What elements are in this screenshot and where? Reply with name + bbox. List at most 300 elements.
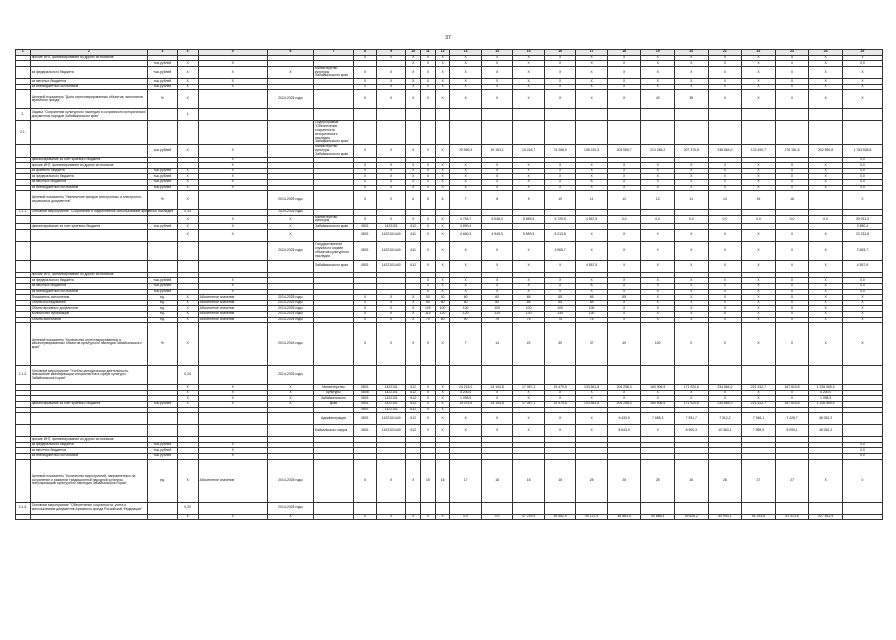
table-cell: [198, 366, 267, 385]
table-cell: X: [742, 306, 776, 312]
table-cell: X: [641, 278, 675, 284]
table-cell: тыс.рублей: [148, 145, 177, 157]
table-cell: 0,24: [177, 366, 198, 385]
table-cell: [314, 191, 354, 210]
table-cell: 85: [576, 300, 607, 306]
table-cell: 6: [406, 191, 421, 210]
table-cell: X: [544, 90, 575, 109]
table-cell: тыс.рублей: [148, 402, 177, 408]
table-cell: 48 863,4: [607, 514, 641, 520]
table-cell: [30, 260, 148, 272]
table-cell: X: [775, 295, 809, 301]
table-row: [16, 90, 883, 109]
table-cell: X: [708, 396, 742, 402]
table-cell: 0: [842, 459, 882, 502]
table-cell: X: [809, 260, 843, 272]
table-cell: [842, 366, 882, 385]
table-cell: X: [576, 278, 607, 284]
table-cell: X: [435, 413, 450, 425]
table-cell: 2024-2025 годы: [267, 210, 313, 216]
table-cell: 238 664,0: [708, 145, 742, 157]
table-cell: из внебюджетных источников: [30, 289, 148, 295]
table-cell: X: [353, 514, 376, 520]
table-cell: 0,20: [177, 502, 198, 514]
table-cell: [421, 366, 436, 385]
table-cell: Целевой показатель "Количество мероприятий, направленных на сохранение и развитие традиционной народной культуры, популяризацию культурного наследия Забайкальского края": [30, 459, 148, 502]
table-cell: X: [607, 396, 641, 402]
table-cell: X: [641, 390, 675, 396]
table-cell: 611: [406, 241, 421, 260]
table-cell: 15: [513, 459, 544, 502]
table-cell: X: [708, 79, 742, 85]
table-cell: X: [513, 278, 544, 284]
table-cell: Абсолютное значение: [198, 295, 267, 301]
table-cell: X: [513, 61, 544, 67]
table-cell: [450, 502, 481, 514]
table-cell: 60: [481, 295, 512, 301]
table-cell: X: [435, 224, 450, 230]
table-cell: 100: [435, 306, 450, 312]
table-cell: X: [435, 241, 450, 260]
table-cell: X: [421, 407, 436, 413]
table-cell: X: [513, 289, 544, 295]
table-cell: X: [576, 241, 607, 260]
table-cell: X: [544, 84, 575, 90]
table-cell: X: [177, 514, 198, 520]
table-cell: [641, 109, 675, 121]
table-cell: X: [675, 55, 709, 61]
table-cell: X: [421, 90, 436, 109]
table-cell: [435, 109, 450, 121]
table-cell: X: [641, 55, 675, 61]
table-cell: 2014-2025 годы: [267, 300, 313, 306]
table-cell: X: [481, 84, 512, 90]
table-cell: X: [675, 260, 709, 272]
table-cell: X: [513, 66, 544, 78]
table-cell: [16, 229, 31, 241]
table-cell: %: [148, 90, 177, 109]
table-cell: X: [481, 284, 512, 290]
table-cell: 2014-2025 годы: [267, 459, 313, 502]
table-cell: X: [376, 459, 405, 502]
table-cell: X: [177, 390, 198, 396]
table-cell: 0,0: [842, 442, 882, 448]
table-cell: [742, 109, 776, 121]
table-cell: [198, 425, 267, 437]
table-cell: X: [198, 61, 267, 67]
table-cell: X: [353, 163, 376, 169]
table-cell: X: [708, 260, 742, 272]
table-cell: Министерство культуры Забайкальского края: [314, 145, 354, 157]
table-cell: X: [450, 84, 481, 90]
table-cell: [775, 109, 809, 121]
table-cell: 2024-2025 годы: [267, 241, 313, 260]
table-cell: [16, 413, 31, 425]
table-cell: 17 057,1: [513, 385, 544, 391]
table-cell: X: [450, 413, 481, 425]
table-cell: [842, 425, 882, 437]
table-cell: X: [809, 61, 843, 67]
table-cell: X: [435, 90, 450, 109]
table-cell: X: [809, 90, 843, 109]
table-cell: Количество публикаций: [30, 312, 148, 318]
table-cell: X: [809, 241, 843, 260]
table-cell: X: [450, 185, 481, 191]
table-cell: 19 153,1: [481, 145, 512, 157]
table-cell: [314, 90, 354, 109]
table-cell: [198, 109, 267, 121]
table-cell: [809, 121, 843, 145]
table-cell: [148, 241, 177, 260]
table-cell: 29 969,4: [450, 145, 481, 157]
table-cell: X: [513, 260, 544, 272]
table-cell: X: [435, 55, 450, 61]
table-cell: [842, 121, 882, 145]
table-cell: 8 900,3: [675, 425, 709, 437]
table-cell: 5 589,3: [513, 215, 544, 224]
table-cell: X: [406, 90, 421, 109]
table-cell: X: [450, 55, 481, 61]
table-cell: X: [742, 284, 776, 290]
table-cell: 19 479,5: [544, 402, 575, 408]
table-cell: X: [544, 55, 575, 61]
table-cell: X: [641, 61, 675, 67]
table-cell: X: [742, 55, 776, 61]
table-cell: 0: [842, 191, 882, 210]
table-cell: X: [742, 390, 776, 396]
table-cell: 0801: [353, 224, 376, 230]
table-cell: Министерство культуры: [314, 215, 354, 224]
table-cell: [16, 191, 31, 210]
table-cell: 0801: [353, 260, 376, 272]
table-cell: X: [435, 425, 450, 437]
table-cell: 17: [450, 459, 481, 502]
table-cell: X: [450, 168, 481, 174]
table-cell: X: [198, 229, 267, 241]
table-cell: тыс.рублей: [148, 224, 177, 230]
table-cell: тыс.рублей: [148, 174, 177, 180]
table-cell: [198, 323, 267, 366]
table-cell: [30, 241, 148, 260]
table-cell: [198, 121, 267, 145]
table-cell: 2.1.1.: [16, 210, 31, 216]
table-cell: X: [267, 390, 313, 396]
table-cell: X: [607, 185, 641, 191]
table-cell: X: [775, 300, 809, 306]
table-cell: X: [641, 306, 675, 312]
table-cell: 176 181,8: [775, 145, 809, 157]
table-cell: X: [177, 185, 198, 191]
table-cell: X: [641, 425, 675, 437]
table-cell: X: [742, 323, 776, 366]
header-cell: 5: [198, 50, 267, 56]
table-cell: X: [742, 396, 776, 402]
table-cell: 15: [421, 459, 436, 502]
table-cell: X: [481, 390, 512, 396]
table-row: [16, 229, 883, 241]
table-cell: X: [353, 300, 376, 306]
table-cell: X: [435, 185, 450, 191]
table-cell: [513, 109, 544, 121]
table-cell: X: [708, 289, 742, 295]
table-cell: X: [641, 300, 675, 306]
table-cell: из внебюджетных источников: [30, 453, 148, 459]
table-cell: X: [742, 229, 776, 241]
table-cell: [353, 502, 376, 514]
table-cell: 5 048,3: [481, 215, 512, 224]
table-cell: 70: [421, 317, 436, 323]
table-cell: тыс.рублей: [148, 84, 177, 90]
table-cell: X: [576, 66, 607, 78]
table-cell: X: [607, 79, 641, 85]
table-cell: X: [775, 66, 809, 78]
table-cell: [148, 229, 177, 241]
table-cell: X: [376, 84, 405, 90]
table-cell: X: [481, 260, 512, 272]
table-cell: [177, 425, 198, 437]
table-cell: 234 664,0: [708, 385, 742, 391]
table-cell: X: [742, 300, 776, 306]
table-cell: [267, 260, 313, 272]
table-cell: тыс.рублей: [148, 66, 177, 78]
table-cell: X: [353, 84, 376, 90]
table-cell: 25: [576, 459, 607, 502]
table-row: [16, 413, 883, 425]
table-cell: X: [513, 90, 544, 109]
table-cell: 1422101440: [376, 241, 405, 260]
table-cell: 7 948,1: [742, 413, 776, 425]
table-cell: [607, 366, 641, 385]
table-cell: [842, 413, 882, 425]
table-cell: 39 911,3: [842, 215, 882, 224]
table-cell: [376, 366, 405, 385]
table-cell: 213 285,2: [641, 145, 675, 157]
table-row: [16, 121, 883, 145]
table-cell: X: [421, 174, 436, 180]
table-cell: X: [607, 168, 641, 174]
table-cell: 15: [544, 459, 575, 502]
table-cell: X: [544, 396, 575, 402]
table-cell: 0,0: [842, 174, 882, 180]
table-cell: 5: [421, 191, 436, 210]
table-cell: X: [675, 284, 709, 290]
table-cell: [267, 413, 313, 425]
table-cell: [148, 109, 177, 121]
table-cell: X: [177, 317, 198, 323]
table-cell: 22: [513, 323, 544, 366]
table-cell: X: [809, 295, 843, 301]
table-cell: 612: [406, 390, 421, 396]
table-cell: 80: [450, 300, 481, 306]
table-cell: 7 955,9: [742, 425, 776, 437]
table-cell: 7 312,2: [708, 413, 742, 425]
table-cell: X: [481, 168, 512, 174]
table-cell: 25: [641, 459, 675, 502]
header-cell: 23: [775, 50, 809, 56]
table-cell: X: [376, 55, 405, 61]
table-cell: [16, 425, 31, 437]
table-cell: X: [708, 163, 742, 169]
table-cell: X: [435, 396, 450, 402]
table-cell: 65: [513, 295, 544, 301]
table-cell: 8: [481, 191, 512, 210]
table-cell: X: [641, 163, 675, 169]
table-cell: 123 490,7: [742, 145, 776, 157]
table-cell: X: [435, 174, 450, 180]
table-cell: X: [435, 163, 450, 169]
table-cell: 1 206 965,5: [809, 402, 843, 408]
table-cell: X: [513, 79, 544, 85]
table-cell: X: [353, 90, 376, 109]
table-cell: X: [450, 174, 481, 180]
table-cell: 4 557,5: [842, 260, 882, 272]
table-cell: [544, 366, 575, 385]
table-cell: 7 931,7: [675, 413, 709, 425]
table-cell: X: [607, 390, 641, 396]
table-cell: финансирование за счет краевого бюджета: [30, 402, 148, 408]
table-cell: X: [842, 79, 882, 85]
table-cell: X: [177, 229, 198, 241]
table-cell: 16: [775, 191, 809, 210]
table-cell: X: [421, 278, 436, 284]
table-cell: 0,0: [842, 61, 882, 67]
table-cell: X: [607, 306, 641, 312]
table-cell: X: [607, 174, 641, 180]
table-cell: [198, 413, 267, 425]
table-cell: X: [576, 390, 607, 396]
table-cell: 74 268,9: [544, 145, 575, 157]
table-cell: 0,0: [742, 215, 776, 224]
table-cell: [450, 366, 481, 385]
table-cell: X: [742, 66, 776, 78]
table-cell: X: [353, 323, 376, 366]
page-number: 37: [445, 35, 451, 41]
header-cell: 15: [513, 50, 544, 56]
table-cell: [267, 425, 313, 437]
table-cell: 2.1.: [16, 121, 31, 145]
table-cell: 100: [513, 306, 544, 312]
table-cell: X: [353, 179, 376, 185]
table-cell: [421, 502, 436, 514]
table-cell: X: [421, 284, 436, 290]
table-cell: X: [775, 229, 809, 241]
table-cell: 138 219,3: [576, 145, 607, 157]
table-cell: тыс.рублей: [148, 442, 177, 448]
table-cell: 51 153,8: [742, 514, 776, 520]
table-cell: тыс.рублей: [148, 289, 177, 295]
table-cell: X: [809, 185, 843, 191]
table-cell: X: [198, 453, 267, 459]
header-cell: 13: [450, 50, 481, 56]
table-cell: 2014-2025 годы: [267, 295, 313, 301]
table-cell: X: [842, 306, 882, 312]
table-cell: X: [809, 312, 843, 318]
table-cell: 612: [406, 224, 421, 230]
table-cell: X: [742, 278, 776, 284]
table-cell: [30, 121, 148, 145]
table-cell: [775, 121, 809, 145]
table-cell: X: [177, 66, 198, 78]
program-table: [15, 49, 883, 520]
table-cell: X: [809, 174, 843, 180]
table-cell: X: [376, 300, 405, 306]
table-cell: X: [641, 295, 675, 301]
table-cell: X: [641, 66, 675, 78]
table-cell: 9 099,1: [775, 425, 809, 437]
table-cell: X: [353, 79, 376, 85]
table-cell: [30, 413, 148, 425]
table-cell: X: [675, 312, 709, 318]
table-cell: 1 098,5: [450, 396, 481, 402]
table-cell: 2014-2025 годы: [267, 502, 313, 514]
table-cell: X: [177, 145, 198, 157]
table-cell: X: [421, 229, 436, 241]
header-cell: 17: [576, 50, 607, 56]
table-cell: X: [267, 224, 313, 230]
table-cell: X: [481, 413, 512, 425]
table-cell: X: [576, 55, 607, 61]
table-cell: 8 543,9: [607, 425, 641, 437]
table-cell: X: [450, 284, 481, 290]
table-cell: X: [376, 179, 405, 185]
table-cell: [148, 413, 177, 425]
table-cell: [742, 366, 776, 385]
table-cell: X: [708, 390, 742, 396]
table-cell: X: [544, 413, 575, 425]
table-cell: [641, 121, 675, 145]
table-cell: X: [775, 241, 809, 260]
table-cell: X: [544, 289, 575, 295]
table-cell: ед.: [148, 306, 177, 312]
table-cell: 0,0: [842, 278, 882, 284]
table-cell: [314, 323, 354, 366]
table-row: [16, 66, 883, 78]
table-cell: [353, 366, 376, 385]
table-cell: X: [481, 61, 512, 67]
table-cell: 167 810,8: [775, 385, 809, 391]
table-cell: X: [198, 168, 267, 174]
table-cell: 51 313,8: [775, 514, 809, 520]
table-cell: X: [376, 185, 405, 191]
table-cell: X: [198, 163, 267, 169]
table-cell: X: [675, 306, 709, 312]
table-cell: Министерство: [314, 385, 354, 391]
table-cell: X: [576, 168, 607, 174]
table-cell: из местных бюджетов: [30, 284, 148, 290]
table-cell: X: [675, 295, 709, 301]
table-cell: 27: [742, 459, 776, 502]
table-cell: [406, 109, 421, 121]
table-cell: из внебюджетных источников: [30, 185, 148, 191]
table-cell: [775, 502, 809, 514]
table-cell: 75: [544, 317, 575, 323]
table-cell: X: [742, 317, 776, 323]
table-cell: X: [675, 278, 709, 284]
table-cell: [708, 121, 742, 145]
table-cell: [267, 109, 313, 121]
table-cell: X: [544, 390, 575, 396]
table-cell: X: [406, 306, 421, 312]
table-cell: ед.: [148, 300, 177, 306]
table-cell: Целевой показатель "Количество отреставрированных и законсервированных объектов культурного наследия Забайкальского края": [30, 323, 148, 366]
table-cell: 25: [607, 459, 641, 502]
table-cell: X: [675, 229, 709, 241]
table-cell: X: [576, 179, 607, 185]
table-cell: 171 920,6: [675, 402, 709, 408]
table-cell: 30: [544, 323, 575, 366]
table-cell: X: [198, 215, 267, 224]
table-cell: X: [641, 185, 675, 191]
